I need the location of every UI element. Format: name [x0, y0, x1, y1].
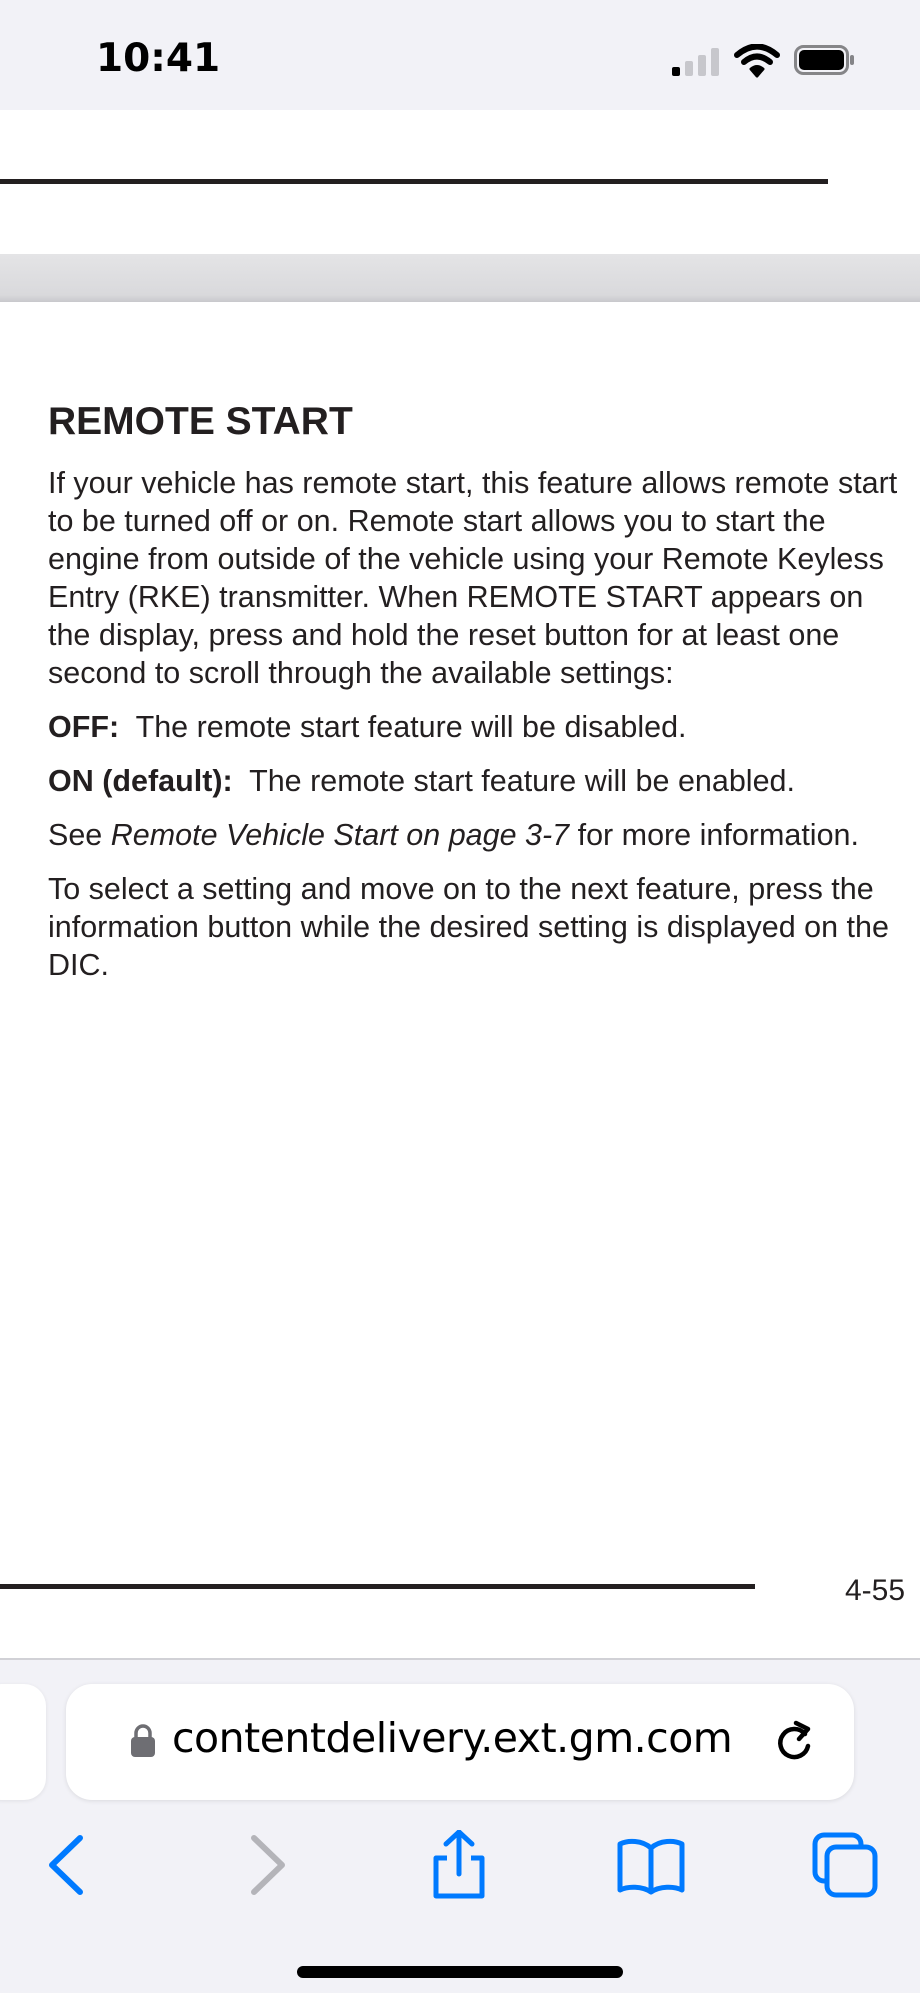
cellular-signal-icon	[672, 46, 722, 76]
page-rule	[0, 179, 828, 184]
cross-reference-paragraph	[48, 816, 908, 854]
cross-reference-link[interactable]: Remote Vehicle Start on page 3-7	[110, 818, 570, 852]
page-number: 4-55	[845, 1574, 906, 1607]
intro-paragraph: If your vehicle has remote start, this feature allows remote start to be turned off or on. Remote start allows you to start the engine from outside of the vehicle using your Remote Keyless Entry (RKE) transmitter. When REMOTE START appears on the display, press and hold the reset button for at least one second to scroll through the available settings:	[48, 466, 898, 690]
previous-page-bottom	[0, 110, 920, 254]
tabs-icon[interactable]	[810, 1830, 880, 1900]
status-time: 10:41	[96, 36, 221, 81]
option-description: The remote start feature will be enabled.	[249, 764, 795, 798]
see-prefix: See	[48, 818, 103, 852]
url-text[interactable]: contentdelivery.ext.gm.com	[172, 1714, 733, 1762]
page-separator	[0, 254, 920, 302]
section-heading: REMOTE START	[48, 400, 353, 443]
browser-toolbar	[0, 1658, 920, 1993]
option-term: OFF:	[48, 710, 120, 744]
option-off	[48, 708, 908, 746]
share-icon[interactable]	[424, 1830, 494, 1900]
wifi-icon	[734, 44, 780, 78]
back-icon[interactable]	[32, 1830, 102, 1900]
reload-icon[interactable]	[772, 1718, 816, 1764]
battery-icon	[794, 45, 856, 75]
section-body	[48, 464, 908, 1000]
see-suffix: for more information.	[577, 818, 859, 852]
home-indicator[interactable]	[297, 1966, 623, 1978]
option-description: The remote start feature will be disabled.	[135, 710, 687, 744]
document-page	[0, 302, 920, 1658]
address-bar[interactable]	[66, 1684, 854, 1800]
instruction-paragraph: To select a setting and move on to the next feature, press the information button while the desired setting is displayed on the DIC.	[48, 872, 889, 982]
option-term: ON (default):	[48, 764, 233, 798]
forward-icon[interactable]	[232, 1830, 302, 1900]
page-footer-rule	[0, 1584, 755, 1589]
previous-tab-preview[interactable]	[0, 1684, 46, 1800]
status-bar	[0, 0, 920, 110]
bookmarks-icon[interactable]	[616, 1830, 686, 1900]
lock-icon	[130, 1722, 156, 1758]
option-on	[48, 762, 908, 800]
